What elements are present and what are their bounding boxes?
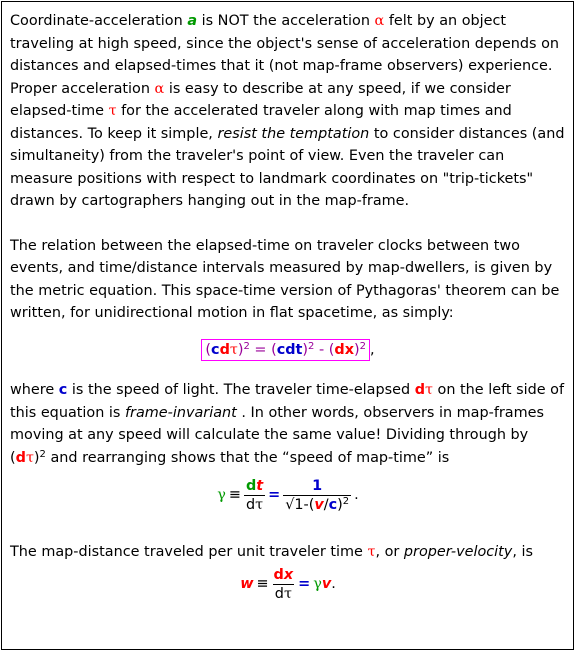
number-one: 1 xyxy=(312,478,323,494)
fraction-lorentz xyxy=(283,477,351,514)
text: felt by an object traveling at high speed, since the object's sense of acceleration depends on distances and elapsed-times that it (not map-frame observers) experience. Proper acceleration xyxy=(10,13,559,97)
paragraph-proper-acceleration xyxy=(10,10,566,213)
math-operator: = xyxy=(298,575,311,592)
symbol-d: d xyxy=(219,341,230,358)
text: is easy to describe at any speed, if we consider elapsed-time xyxy=(10,80,511,119)
exponent: 2 xyxy=(342,496,350,507)
document-frame xyxy=(1,1,574,650)
math-operator: ≡ xyxy=(256,575,269,592)
paragraph-frame-invariant xyxy=(10,379,566,469)
math-paren: ( xyxy=(328,341,335,358)
paragraph-metric-equation: The relation between the elapsed-time on traveler clocks between two events, and time/distance intervals measured by map-dwellers, is given by the metric equation. This space-time version of Pythagoras' theorem can be written, for unidirectional motion in flat spacetime, as simply: xyxy=(10,237,560,321)
fraction-dx-dtau xyxy=(272,566,296,603)
symbol-x: x xyxy=(344,341,354,358)
symbol-t: t xyxy=(295,341,303,358)
paragraph-proper-velocity xyxy=(10,541,566,564)
exponent: 2 xyxy=(39,448,46,460)
metric-equation xyxy=(10,339,566,362)
symbol-tau: τ xyxy=(25,449,34,466)
math-punctuation: . xyxy=(331,575,336,592)
math-punctuation: , xyxy=(370,341,375,358)
symbol-gamma: γ xyxy=(217,487,226,504)
math-operator: / xyxy=(323,497,329,513)
symbol-tau: τ xyxy=(255,497,264,513)
symbol-x: x xyxy=(283,566,294,583)
math-paren: ( xyxy=(271,341,277,358)
symbol-d: d xyxy=(246,497,256,513)
symbol-t: t xyxy=(256,478,264,494)
math-text: 1-( xyxy=(294,497,315,513)
symbol-c: c xyxy=(328,497,338,513)
exponent: 2 xyxy=(308,340,315,352)
text: . In other words, observers in map-frames moving at any speed will calculate the same value! Dividing through by ( xyxy=(10,404,544,466)
math-paren: ) xyxy=(302,341,309,358)
emphasis-text: frame-invariant xyxy=(124,404,237,421)
symbol-d: d xyxy=(334,341,345,358)
text: to consider distances (and simultaneity) from the traveler's point of view. Even the traveler can measure positions with respect to landmark coordinates on "trip-tickets" drawn by cartographers hanging out in the map-frame. xyxy=(10,125,565,209)
emphasis-text: proper-velocity xyxy=(403,544,513,560)
radical-sign: √ xyxy=(285,497,295,513)
text: is NOT the acceleration xyxy=(197,13,375,29)
math-punctuation: . xyxy=(354,487,359,504)
gamma-equation xyxy=(10,469,566,531)
math-paren: ) xyxy=(354,341,360,358)
text: is the speed of light. The traveler time-elapsed xyxy=(67,382,415,398)
symbol-d: d xyxy=(285,341,296,358)
symbol-tau: τ xyxy=(425,382,433,398)
symbol-c: c xyxy=(211,341,220,358)
symbol-c: c xyxy=(276,341,286,358)
math-paren: ) xyxy=(237,341,244,358)
math-paren: ( xyxy=(205,341,212,358)
symbol-tau: τ xyxy=(283,585,292,602)
math-operator: = xyxy=(268,487,281,504)
text: on the left side of this equation is xyxy=(10,382,565,421)
text: where xyxy=(10,382,59,398)
text: for the accelerated traveler along with map times and distances. To keep it simple, xyxy=(10,103,512,142)
exponent: 2 xyxy=(243,340,250,352)
text: The map-distance traveled per unit traveler time xyxy=(10,544,368,560)
symbol-alpha: α xyxy=(374,13,385,29)
symbol-a: a xyxy=(187,13,198,29)
symbol-alpha: α xyxy=(154,80,165,97)
symbol-c: c xyxy=(58,382,68,398)
symbol-d: d xyxy=(414,382,425,398)
text: , is xyxy=(512,544,533,560)
text: and rearranging shows that the “speed of map-time” is xyxy=(45,449,450,466)
symbol-tau: τ xyxy=(229,341,238,358)
metric-equation-box xyxy=(201,339,370,361)
symbol-gamma: γ xyxy=(313,575,322,592)
symbol-tau: τ xyxy=(367,544,376,560)
text: , or xyxy=(375,544,404,560)
symbol-v: v xyxy=(314,497,324,513)
text: Coordinate-acceleration xyxy=(10,13,188,29)
proper-velocity-equation xyxy=(10,564,566,610)
symbol-d: d xyxy=(273,566,284,583)
symbol-d: d xyxy=(245,478,257,494)
math-paren: ) xyxy=(337,497,343,513)
symbol-tau: τ xyxy=(108,103,117,119)
text: ) xyxy=(33,449,40,466)
exponent: 2 xyxy=(359,340,366,352)
math-operator: ≡ xyxy=(228,487,241,504)
symbol-v: v xyxy=(321,575,332,592)
fraction-dt-dtau xyxy=(244,477,265,514)
symbol-d: d xyxy=(274,585,284,602)
math-operator: = xyxy=(249,341,272,358)
symbol-w: w xyxy=(240,575,254,592)
emphasis-text: resist the temptation xyxy=(217,125,370,142)
symbol-d: d xyxy=(15,449,26,466)
math-operator: - xyxy=(314,341,329,358)
